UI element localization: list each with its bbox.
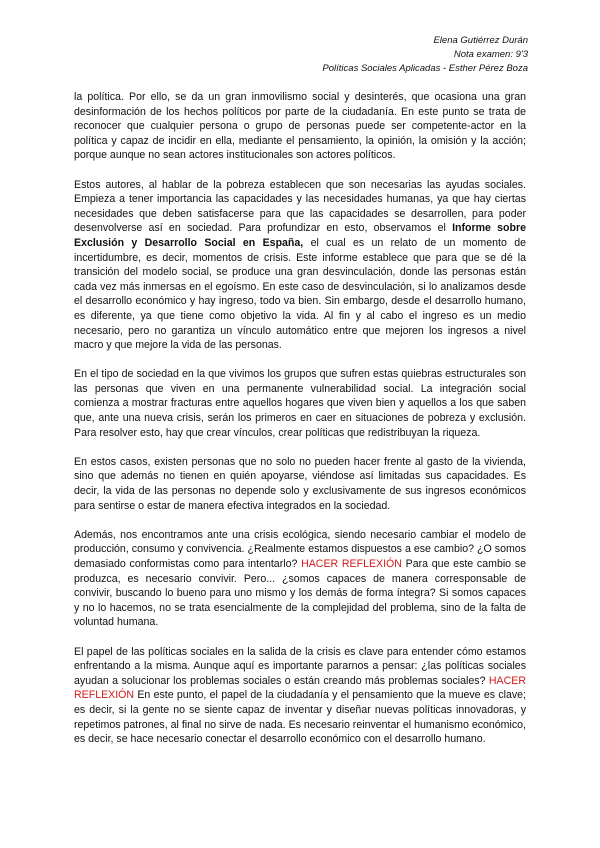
paragraph-text: Además, nos encontramos ante una crisis ecológica, siendo necesario cambiar el modelo de producción, consumo y convivencia. ¿Realmente estamos dispuestos a ese cambio? ¿O somos demasiado conformistas como para intentarlo? — [74, 528, 526, 570]
paragraph-text: En estos casos, existen personas que no solo no pueden hacer frente al gasto de la vivienda, sino que además no tienen en quién apoyarse, viéndose así limitadas sus capacidades. Es decir, la vida de las personas no depende solo y exclusivamente de sus ingresos económicos para sentirse o estar de manera efectiva integrados en la sociedad. — [74, 455, 526, 512]
paragraph — [74, 90, 526, 163]
report-title-bold: Informe sobre Exclusión y Desarrollo Social en España, — [74, 222, 526, 249]
course-title: Políticas Sociales Aplicadas - Esther Pérez Boza — [322, 63, 528, 74]
paragraph-text: En el tipo de sociedad en la que vivimos los grupos que sufren estas quiebras estructurales son las personas que viven en una permanente vulnerabilidad social. La integración social comienza a mostrar fracturas entre aquellos hogares que viven bien y aquellos a los que saben que, ante una nueva crisis, serán los primeros en caer en situaciones de pobreza y exclusión. Para resolver esto, hay que crear vínculos, crear políticas que redistribuyan la riqueza. — [74, 368, 526, 439]
paragraph — [74, 645, 526, 747]
paragraph — [74, 367, 526, 440]
paragraph-text: la política. Por ello, se da un gran inmovilismo social y desinterés, que ocasiona una gran desinformación de los hechos políticos por parte de la ciudadanía. En este punto se trata de reconocer que cualquier persona o grupo de personas puede ser competente-actor en la política y capaz de incidir en ella, mediante el pensamiento, la opinión, la omisión y la acción; porque aunque no sean actores institucionales son actores políticos. — [74, 91, 526, 162]
paragraph — [74, 455, 526, 513]
paragraph-text: El papel de las políticas sociales en la salida de la crisis es clave para entender cómo estamos enfrentando a la misma. Aunque aquí es importante pararnos a pensar: ¿las políticas sociales ayudan a solucionar los problemas sociales o están creando más problemas sociales? — [74, 645, 526, 687]
page-header — [322, 34, 528, 76]
reflection-highlight: HACER REFLEXIÓN — [301, 558, 402, 570]
exam-grade: Nota examen: 9'3 — [453, 49, 528, 60]
paragraph-text: Para que este cambio se produzca, es necesario convivir. Pero... ¿somos capaces de manera corresponsable de convivir, buscando lo bueno para uno mismo y los demás de forma íntegra? Si somos capaces y no lo hacemos, no se trata esencialmente de la complejidad del problema, sino de la falta de voluntad humana. — [74, 558, 526, 629]
paragraph — [74, 178, 526, 353]
document-body — [74, 90, 526, 761]
reflection-highlight: HACER REFLEXIÓN — [74, 674, 526, 702]
paragraph-text: En este punto, el papel de la ciudadanía y el pensamiento que la mueve es clave; es decir, si la gente no se siente capaz de inventar y diseñar nuevas políticas innovadoras, y repetimos patrones, al final no sirve de nada. Es necesario reinventar el humanismo económico, es decir, se hace necesario conectar el desarrollo económico con el desarrollo humano. — [74, 689, 526, 746]
author-name: Elena Gutiérrez Durán — [433, 35, 528, 46]
paragraph — [74, 528, 526, 630]
paragraph-text: Estos autores, al hablar de la pobreza establecen que son necesarias las ayudas sociales. Empieza a tener importancia las capacidades y las necesidades humanas, ya que hay ciertas necesidades que deben satisfacerse para que las capacidades se desarrollen, para poder desenvolverse así en sociedad. Para profundizar en esto, observamos el — [74, 178, 526, 235]
paragraph-text: el cual es un relato de un momento de incertidumbre, es decir, momentos de crisis. Este informe establece que para que se dé la transición del modelo social, se produce una gran desvinculación, donde las personas están cada vez más inmersas en el egoísmo. En este caso de desvinculación, si lo analizamos desde el desarrollo económico y hay ingreso, todo va bien. Sin embargo, desde el desarrollo humano, es diferente, ya que tiene como objetivo la vida. Al fin y al cabo el ingreso es un medio necesario, pero no garantiza un vínculo automático entre que mejoren los ingresos a nivel macro y que mejore la vida de las personas. — [74, 236, 526, 352]
